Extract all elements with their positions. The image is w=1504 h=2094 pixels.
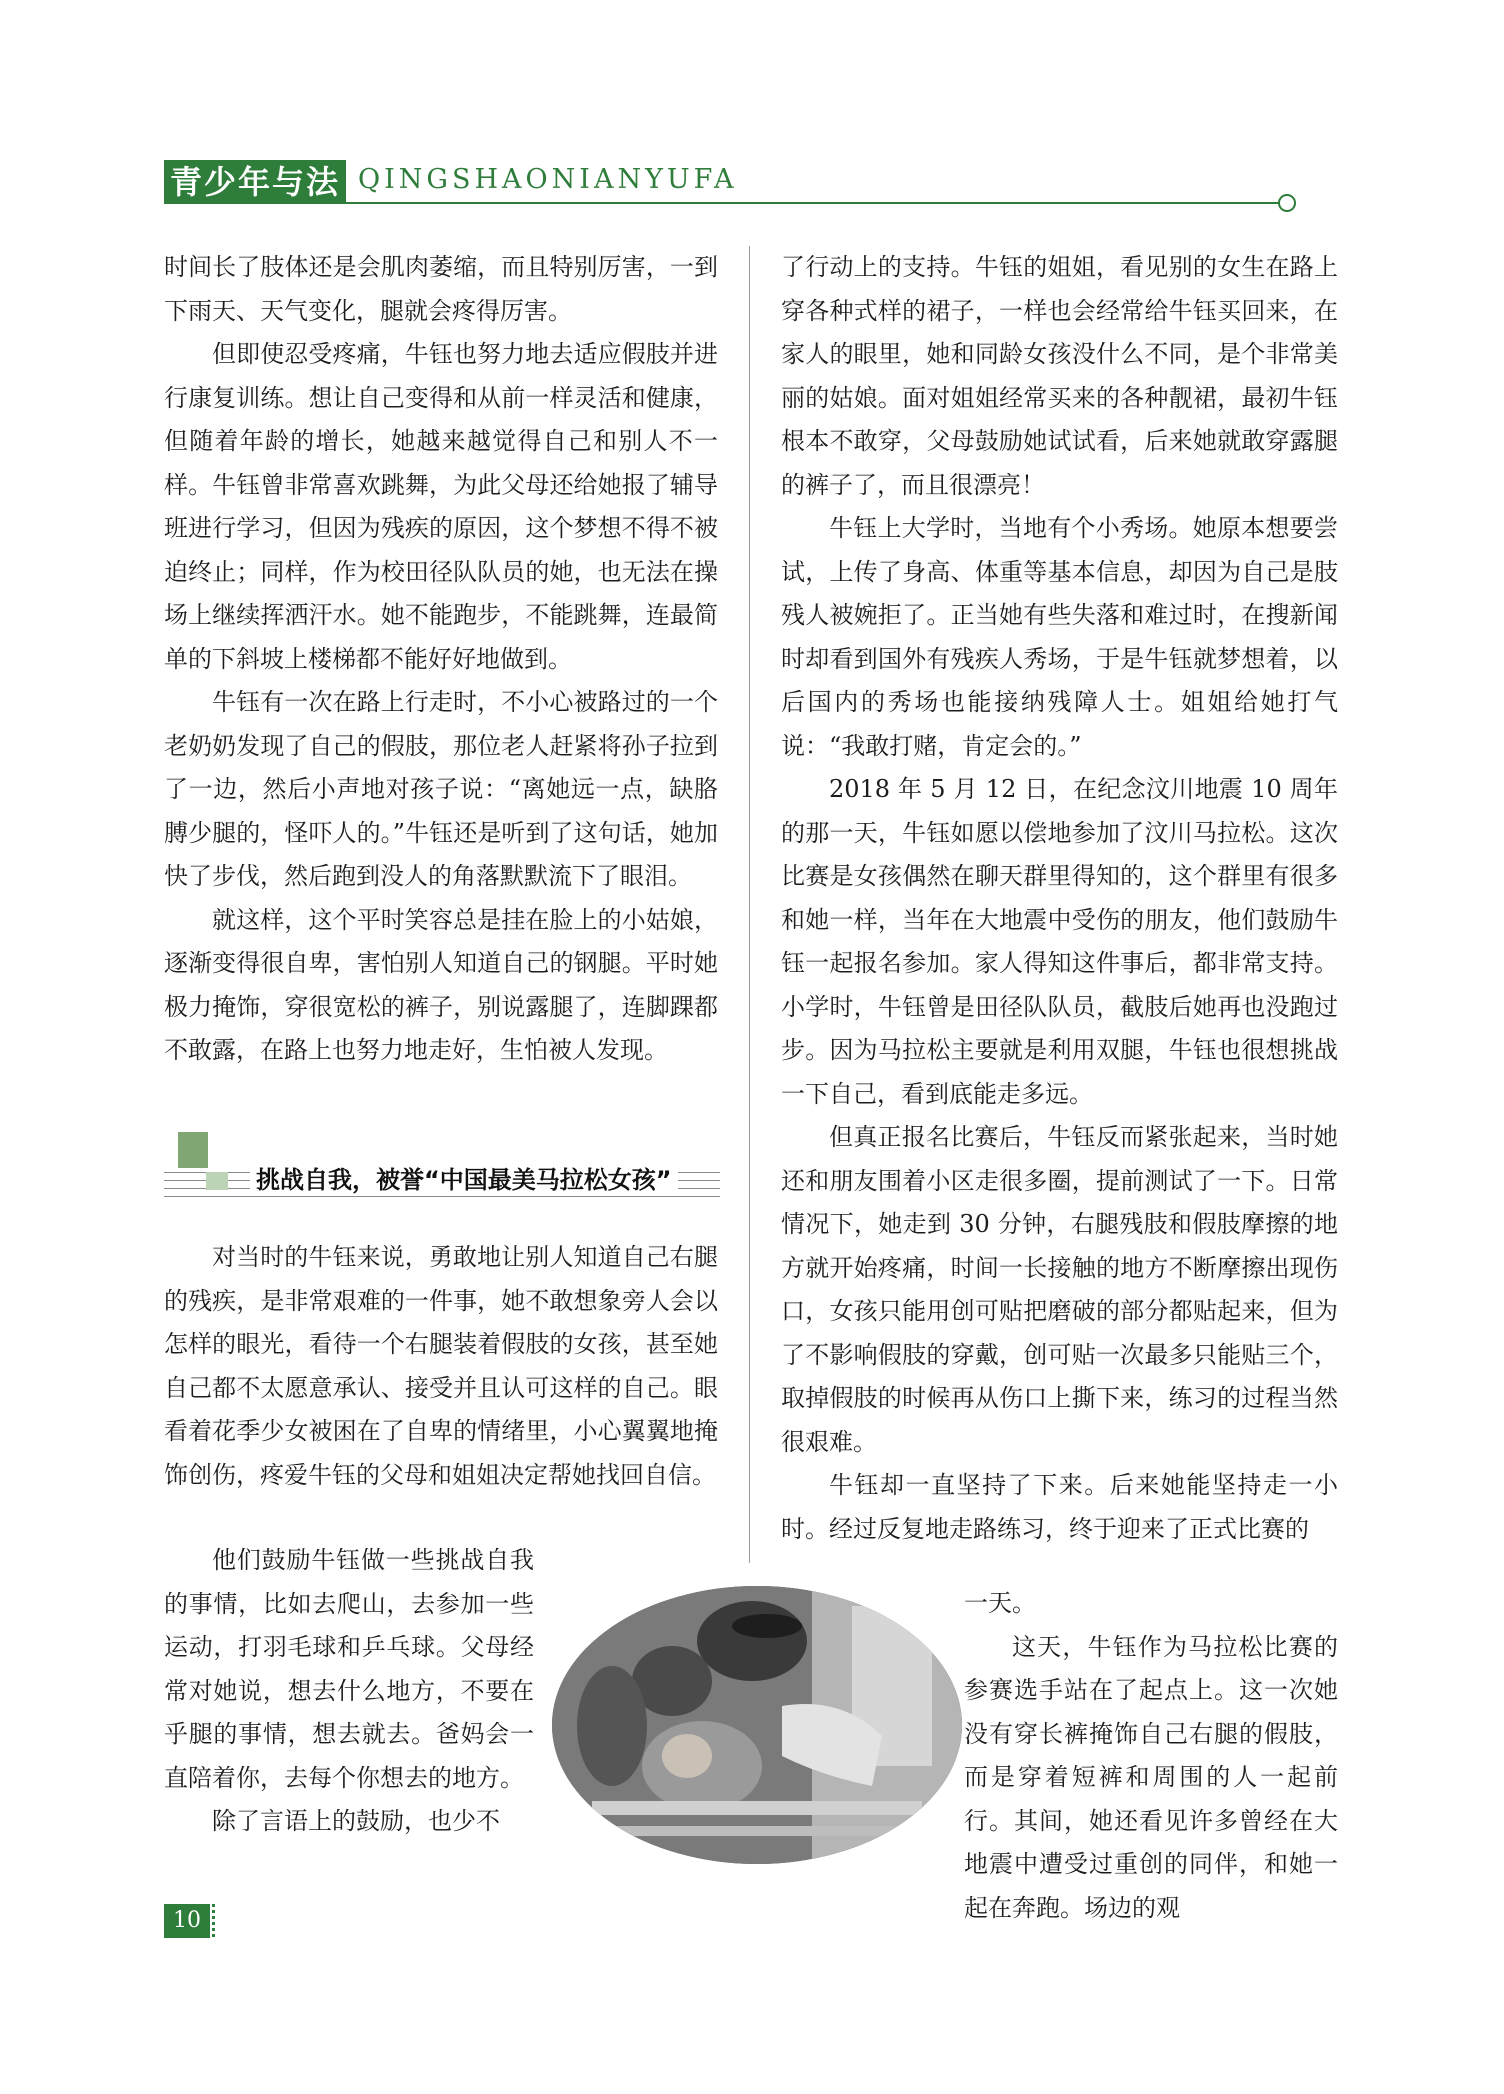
rescue-photo: [552, 1586, 962, 1864]
page-number: 10: [164, 1904, 210, 1938]
paragraph: 2018 年 5 月 12 日，在纪念汶川地震 10 周年的那一天，牛钰如愿以偿地参加了汶川马拉松。这次比赛是女孩偶然在聊天群里得知的，这个群里有很多和她一样，当年在大地震中受伤的朋友，他们鼓励牛钰一起报名参加。家人得知这件事后，都非常支持。小学时，牛钰曾是田径队队员，截肢后她再也没跑过步。因为马拉松主要就是利用双腿，牛钰也很想挑战一下自己，看到底能走多远。: [781, 775, 1338, 1108]
magazine-column-title: 青少年与法: [164, 160, 346, 204]
page-header: [164, 160, 1304, 204]
paragraph: 时间长了肢体还是会肌肉萎缩，而且特别厉害，一到下雨天、天气变化，腿就会疼得厉害。: [164, 253, 718, 325]
paragraph: 他们鼓励牛钰做一些挑战自我的事情，比如去爬山，去参加一些运动，打羽毛球和乒乓球。父母经常对她说，想去什么地方，不要在乎腿的事情，想去就去。爸妈会一直陪着你，去每个你想去的地方。: [164, 1546, 534, 1792]
paragraph: 对当时的牛钰来说，勇敢地让别人知道自己右腿的残疾，是非常艰难的一件事，她不敢想象旁人会以怎样的眼光，看待一个右腿装着假肢的女孩，甚至她自己都不太愿意承认、接受并且认可这样的自己。眼看着花季少女被困在了自卑的情绪里，小心翼翼地掩饰创伤，疼爱牛钰的父母和姐姐决定帮她找回自信。: [164, 1243, 718, 1489]
right-column-narrow: [964, 1582, 1338, 1930]
header-rule-end-dot: [1278, 194, 1296, 212]
magazine-column-subtitle: QINGSHAONIANYUFA: [358, 164, 738, 195]
paragraph: 除了言语上的鼓励，也少不: [212, 1807, 500, 1835]
section-heading: [164, 1132, 720, 1216]
paragraph: 牛钰有一次在路上行走时，不小心被路过的一个老奶奶发现了自己的假肢，那位老人赶紧将孙子拉到了一边，然后小声地对孩子说：“离她远一点，缺胳膊少腿的，怪吓人的。”牛钰还是听到了这句话，她加快了步伐，然后跑到没人的角落默默流下了眼泪。: [164, 688, 718, 890]
left-column-narrow: [164, 1539, 534, 1844]
heading-decoration-square-small: [206, 1172, 228, 1190]
heading-decoration-square: [178, 1132, 208, 1168]
paragraph: 但真正报名比赛后，牛钰反而紧张起来，当时她还和朋友围着小区走很多圈，提前测试了一下。日常情况下，她走到 30 分钟，右腿残肢和假肢摩擦的地方就开始疼痛，时间一长接触的地方不断摩擦出现伤口，女孩只能用创可贴把磨破的部分都贴起来，但为了不影响假肢的穿戴，创可贴一次最多只能贴三个，取掉假肢的时候再从伤口上撕下来，练习的过程当然很艰难。: [781, 1123, 1338, 1456]
paragraph: 就这样，这个平时笑容总是挂在脸上的小姑娘，逐渐变得很自卑，害怕别人知道自己的钢腿。平时她极力掩饰，穿很宽松的裤子，别说露腿了，连脚踝都不敢露，在路上也努力地走好，生怕被人发现。: [164, 905, 718, 1064]
photo-image-icon: [552, 1586, 962, 1864]
left-column-bottom: [164, 1236, 718, 1497]
paragraph: 牛钰却一直坚持了下来。后来她能坚持走一小时。经过反复地走路练习，终于迎来了正式比赛的: [781, 1471, 1338, 1543]
column-divider: [749, 246, 750, 1563]
paragraph: 牛钰上大学时，当地有个小秀场。她原本想要尝试，上传了身高、体重等基本信息，却因为自己是肢残人被婉拒了。正当她有些失落和难过时，在搜新闻时却看到国外有残疾人秀场，于是牛钰就梦想着，以后国内的秀场也能接纳残障人士。姐姐给她打气说：“我敢打赌，肯定会的。”: [781, 514, 1338, 760]
paragraph: 一天。: [964, 1589, 1036, 1617]
section-title: 挑战自我，被誉“中国最美马拉松女孩”: [250, 1160, 678, 1195]
left-column-top: [164, 246, 718, 1073]
paragraph: 但即使忍受疼痛，牛钰也努力地去适应假肢并进行康复训练。想让自己变得和从前一样灵活和健康，但随着年龄的增长，她越来越觉得自己和别人不一样。牛钰曾非常喜欢跳舞，为此父母还给她报了辅导班进行学习，但因为残疾的原因，这个梦想不得不被迫终止；同样，作为校田径队队员的她，也无法在操场上继续挥洒汗水。她不能跑步，不能跳舞，连最简单的下斜坡上楼梯都不能好好地做到。: [164, 340, 718, 673]
header-rule: [164, 202, 1282, 204]
right-column: [781, 246, 1338, 1551]
paragraph: 这天，牛钰作为马拉松比赛的参赛选手站在了起点上。这一次她没有穿长裤掩饰自己右腿的假肢，而是穿着短裤和周围的人一起前行。其间，她还看见许多曾经在大地震中遭受过重创的同伴，和她一起在奔跑。场边的观: [964, 1632, 1338, 1922]
page-number-decoration: [212, 1904, 215, 1938]
paragraph: 了行动上的支持。牛钰的姐姐，看见别的女生在路上穿各种式样的裙子，一样也会经常给牛钰买回来，在家人的眼里，她和同龄女孩没什么不同，是个非常美丽的姑娘。面对姐姐经常买来的各种靓裙，最初牛钰根本不敢穿，父母鼓励她试试看，后来她就敢穿露腿的裤子了，而且很漂亮！: [781, 253, 1338, 499]
heading-rule: [164, 1196, 720, 1197]
